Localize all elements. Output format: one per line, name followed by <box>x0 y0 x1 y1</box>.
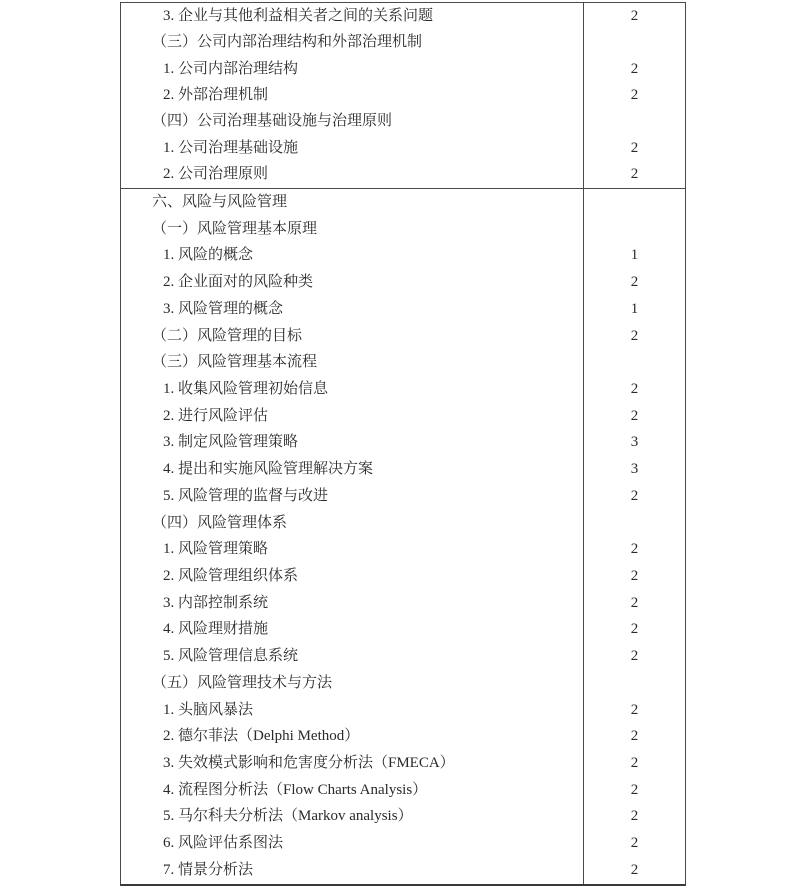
table-row <box>121 563 685 590</box>
topic-title: 6. 风险评估系图法 <box>163 835 284 852</box>
topic-title: 2. 风险管理组织体系 <box>163 567 299 584</box>
table-row <box>121 135 685 161</box>
score-value: 2 <box>583 590 685 617</box>
score-value <box>583 349 685 376</box>
topic-title: 1. 公司内部治理结构 <box>163 60 299 77</box>
topic-title: 4. 风险理财措施 <box>163 621 269 638</box>
table-row <box>121 162 685 188</box>
topic-title: 3. 制定风险管理策略 <box>163 434 299 451</box>
topic-title: 1. 公司治理基础设施 <box>163 139 299 156</box>
score-value: 2 <box>583 563 685 590</box>
table-row <box>121 723 685 750</box>
topic-title: （三）公司内部治理结构和外部治理机制 <box>152 34 423 51</box>
score-value: 2 <box>583 82 685 108</box>
table-row <box>121 56 685 82</box>
table-row <box>121 216 685 243</box>
table-row <box>121 510 685 537</box>
topic-title: 5. 风险管理信息系统 <box>163 648 299 665</box>
topic-title: 2. 进行风险评估 <box>163 407 269 424</box>
topic-title: 3. 风险管理的概念 <box>163 300 284 317</box>
table-row <box>121 830 685 857</box>
score-value: 2 <box>583 536 685 563</box>
table-row <box>121 296 685 323</box>
topic-title: （四）公司治理基础设施与治理原则 <box>152 113 393 130</box>
score-value: 2 <box>583 697 685 724</box>
table-section <box>121 3 685 188</box>
table-row <box>121 536 685 563</box>
table-row <box>121 243 685 270</box>
table-row <box>121 349 685 376</box>
score-value: 1 <box>583 296 685 323</box>
table-row <box>121 430 685 457</box>
table-row <box>121 643 685 670</box>
score-value: 2 <box>583 3 685 29</box>
score-value: 2 <box>583 135 685 161</box>
score-value <box>583 670 685 697</box>
topic-title: 1. 风险管理策略 <box>163 541 269 558</box>
syllabus-table <box>120 2 686 886</box>
table-row <box>121 82 685 108</box>
topic-title: 5. 马尔科夫分析法（Markov analysis） <box>163 808 413 825</box>
score-value: 2 <box>583 777 685 804</box>
topic-title: （五）风险管理技术与方法 <box>152 674 333 691</box>
topic-title: 3. 企业与其他利益相关者之间的关系问题 <box>163 7 434 24</box>
score-value: 1 <box>583 243 685 270</box>
topic-title: （二）风险管理的目标 <box>152 327 303 344</box>
score-value: 2 <box>583 483 685 510</box>
topic-title: 3. 失效模式影响和危害度分析法（FMECA） <box>163 755 455 772</box>
topic-title: 2. 德尔菲法（Delphi Method） <box>163 728 360 745</box>
topic-title: 2. 公司治理原则 <box>163 166 269 183</box>
topic-title: 1. 收集风险管理初始信息 <box>163 380 329 397</box>
table-row <box>121 777 685 804</box>
score-value: 2 <box>583 162 685 188</box>
table-row <box>121 3 685 29</box>
score-value: 2 <box>583 804 685 831</box>
topic-title: （一）风险管理基本原理 <box>152 220 318 237</box>
score-value: 2 <box>583 617 685 644</box>
table-row <box>121 804 685 831</box>
table-section <box>121 188 685 884</box>
topic-title: 3. 内部控制系统 <box>163 594 269 611</box>
table-row <box>121 456 685 483</box>
table-row <box>121 697 685 724</box>
table-row <box>121 376 685 403</box>
score-value <box>583 216 685 243</box>
topic-title: 4. 流程图分析法（Flow Charts Analysis） <box>163 781 428 798</box>
table-row <box>121 857 685 884</box>
topic-title: 5. 风险管理的监督与改进 <box>163 487 329 504</box>
score-value <box>583 510 685 537</box>
score-value: 2 <box>583 56 685 82</box>
topic-title: 2. 外部治理机制 <box>163 87 269 104</box>
topic-title: 4. 提出和实施风险管理解决方案 <box>163 461 374 478</box>
score-value: 2 <box>583 857 685 884</box>
score-value: 2 <box>583 750 685 777</box>
topic-title: （三）风险管理基本流程 <box>152 354 318 371</box>
score-value: 3 <box>583 430 685 457</box>
score-value <box>583 109 685 135</box>
table-row <box>121 323 685 350</box>
table-row <box>121 750 685 777</box>
table-row <box>121 403 685 430</box>
table-row <box>121 109 685 135</box>
score-value <box>583 189 685 216</box>
score-value: 2 <box>583 723 685 750</box>
table-row <box>121 617 685 644</box>
topic-title: 六、风险与风险管理 <box>152 193 288 210</box>
score-value: 2 <box>583 323 685 350</box>
topic-title: 1. 风险的概念 <box>163 247 254 264</box>
score-value: 2 <box>583 403 685 430</box>
table-row <box>121 29 685 55</box>
score-value: 2 <box>583 269 685 296</box>
score-value: 2 <box>583 376 685 403</box>
table-row <box>121 269 685 296</box>
table-row <box>121 483 685 510</box>
score-value: 3 <box>583 456 685 483</box>
score-value <box>583 29 685 55</box>
topic-title: 2. 企业面对的风险种类 <box>163 274 314 291</box>
table-row <box>121 189 685 216</box>
topic-title: 7. 情景分析法 <box>163 861 254 878</box>
topic-title: （四）风险管理体系 <box>152 514 288 531</box>
score-value: 2 <box>583 643 685 670</box>
table-row <box>121 590 685 617</box>
score-value: 2 <box>583 830 685 857</box>
table-row <box>121 670 685 697</box>
topic-title: 1. 头脑风暴法 <box>163 701 254 718</box>
